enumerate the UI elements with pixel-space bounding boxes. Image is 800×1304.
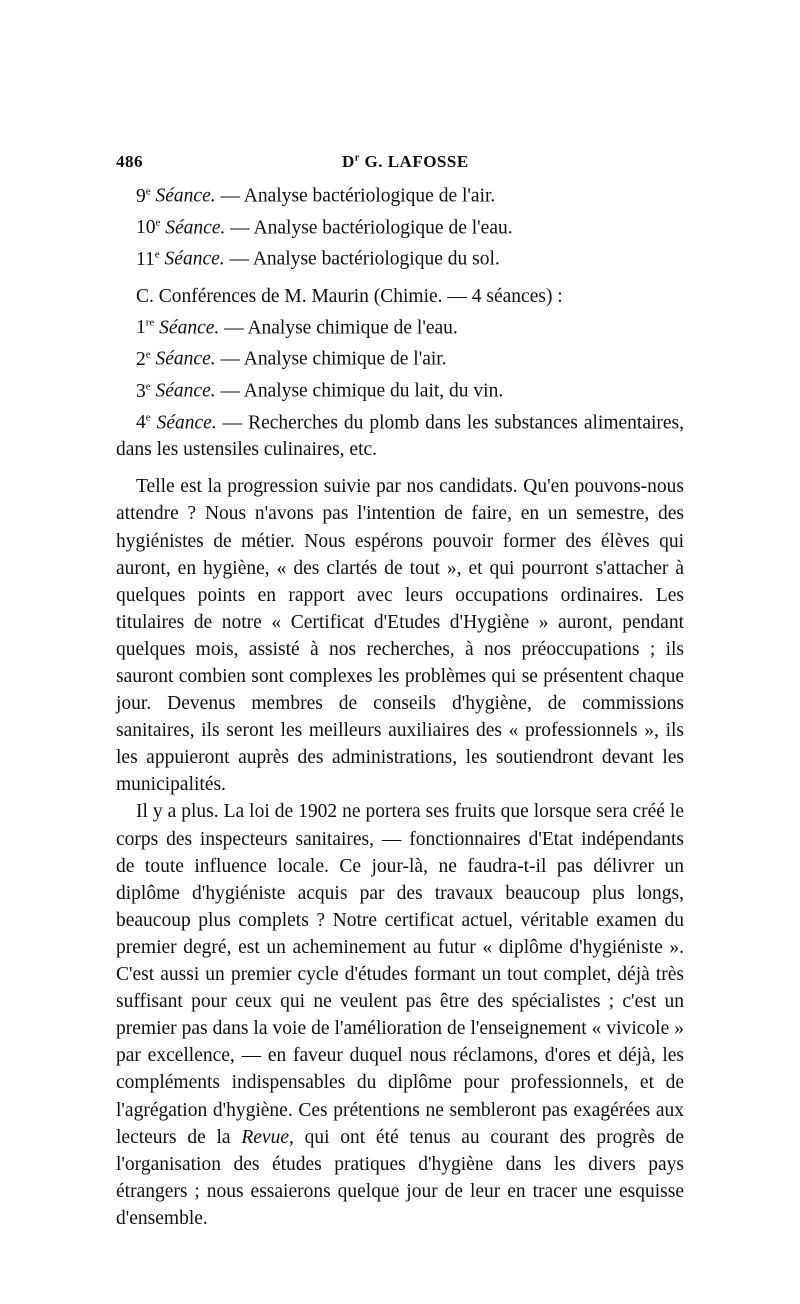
session-word: Séance. [155,380,216,402]
author-prefix-sup: r [354,152,360,164]
author-name: G. LAFOSSE [359,152,469,171]
ordinal-number: 2 [136,348,146,370]
session-text: — Analyse bactériologique du sol. [224,248,500,270]
running-header [116,152,684,178]
paragraph [116,798,684,1232]
ordinal-suffix: e [145,380,151,393]
session-ordinal [136,249,160,270]
session-text: — Analyse bactériologique de l'air. [215,185,496,207]
session-list-b [116,178,684,273]
ordinal-suffix: e [154,248,160,261]
session-text: — Recherches du plomb dans les substances alimentaires, dans les ustensiles culinaires, etc. [116,412,685,461]
session-word: Séance. [155,348,216,370]
session-text: — Analyse chimique de l'air. [215,348,447,370]
ordinal-number: 9 [136,185,146,207]
session-ordinal [136,381,151,402]
paragraph-text: Il y a plus. La loi de 1902 ne portera ses fruits que lorsque sera créé le corps des inspecteurs sanitaires, — fonctionnaires d'Etat indépendants de toute influence locale. Ce jour-là, ne faudra-t-il pas délivrer un diplôme d'hygiéniste acquis par des travaux beaucoup plus longs, beaucoup plus complets ? Notre certificat actuel, véritable examen du premier degré, est un acheminement au futur « diplôme d'hygiéniste ». C'est aussi un premier cycle d'études formant un tout complet, déjà très suffisant pour ceux qui ne veulent pas être des spécialistes ; c'est un premier pas dans la voie de l'amélioration de l'enseignement « vivicole » par excellence, — en faveur duquel nous réclamons, d'ores et déjà, les compléments indispensables du diplôme pour professionnels, et de l'agrégation d'hygiène. Ces prétentions ne sembleront pas exagérées aux lecteurs de la [116,801,684,1148]
list-item [116,310,684,342]
list-item [116,241,684,273]
section-c-heading: C. Conférences de M. Maurin (Chimie. — 4 séances) : [136,285,563,307]
session-word: Séance. [165,217,226,239]
book-page [116,152,684,1232]
session-word: Séance. [164,248,225,270]
journal-title: Revue, [241,1126,294,1148]
paragraph: Telle est la progression suivie par nos candidats. Qu'en pouvons-nous attendre ? Nous n'avons pas l'intention de faire, en un semestre, des hygiénistes de métier. Nous espérons pouvoir former des élèves qui auront, en hygiène, « des clartés de tout », et qui pourront s'attacher à quelques points en rapport avec leurs occupations ordinaires. Les titulaires de notre « Certificat d'Etudes d'Hygiène » auront, pendant quelques mois, assisté à nos recherches, à nos préoccupations ; ils sauront combien sont complexes les problèmes qui se présentent chaque jour. Devenus membres de conseils d'hygiène, de commissions sanitaires, ils seront les meilleurs auxiliaires des « professionnels », ils les appuieront auprès des administrations, les soutiendront devant les municipalités. [116,476,684,796]
list-item [116,373,684,405]
list-item [116,178,684,210]
ordinal-number: 4 [136,412,146,434]
ordinal-suffix: e [155,216,161,229]
session-ordinal [136,317,154,338]
ordinal-number: 10 [136,217,156,239]
session-list-c [116,310,684,463]
session-text: — Analyse chimique de l'eau. [219,317,458,339]
ordinal-number: 11 [136,248,155,270]
session-word: Séance. [156,412,217,434]
body-text [116,473,684,1232]
session-word: Séance. [159,317,220,339]
session-ordinal [136,349,151,370]
list-item [116,341,684,373]
session-ordinal [136,186,151,207]
list-item [116,210,684,242]
paragraph-text: qui ont été tenus au courant des progrès de l'organisation des études pratiques d'hygiène dans les divers pays étrangers ; nous essaierons quelque jour de leur en tracer une esquisse d'ensemble. [116,1126,684,1229]
session-ordinal [136,217,160,238]
session-ordinal [136,412,151,433]
running-title [342,152,469,172]
ordinal-number: 3 [136,380,146,402]
ordinal-suffix: e [145,185,151,197]
list-item [116,405,684,464]
ordinal-suffix: re [145,316,155,329]
session-text: — Analyse bactériologique de l'eau. [225,217,513,239]
ordinal-number: 1 [136,317,146,339]
page-number: 486 [116,152,143,171]
author-prefix: D [342,152,355,171]
session-word: Séance. [155,185,216,207]
session-text: — Analyse chimique du lait, du vin. [215,380,504,402]
ordinal-suffix: e [145,348,151,361]
ordinal-suffix: e [145,411,151,424]
